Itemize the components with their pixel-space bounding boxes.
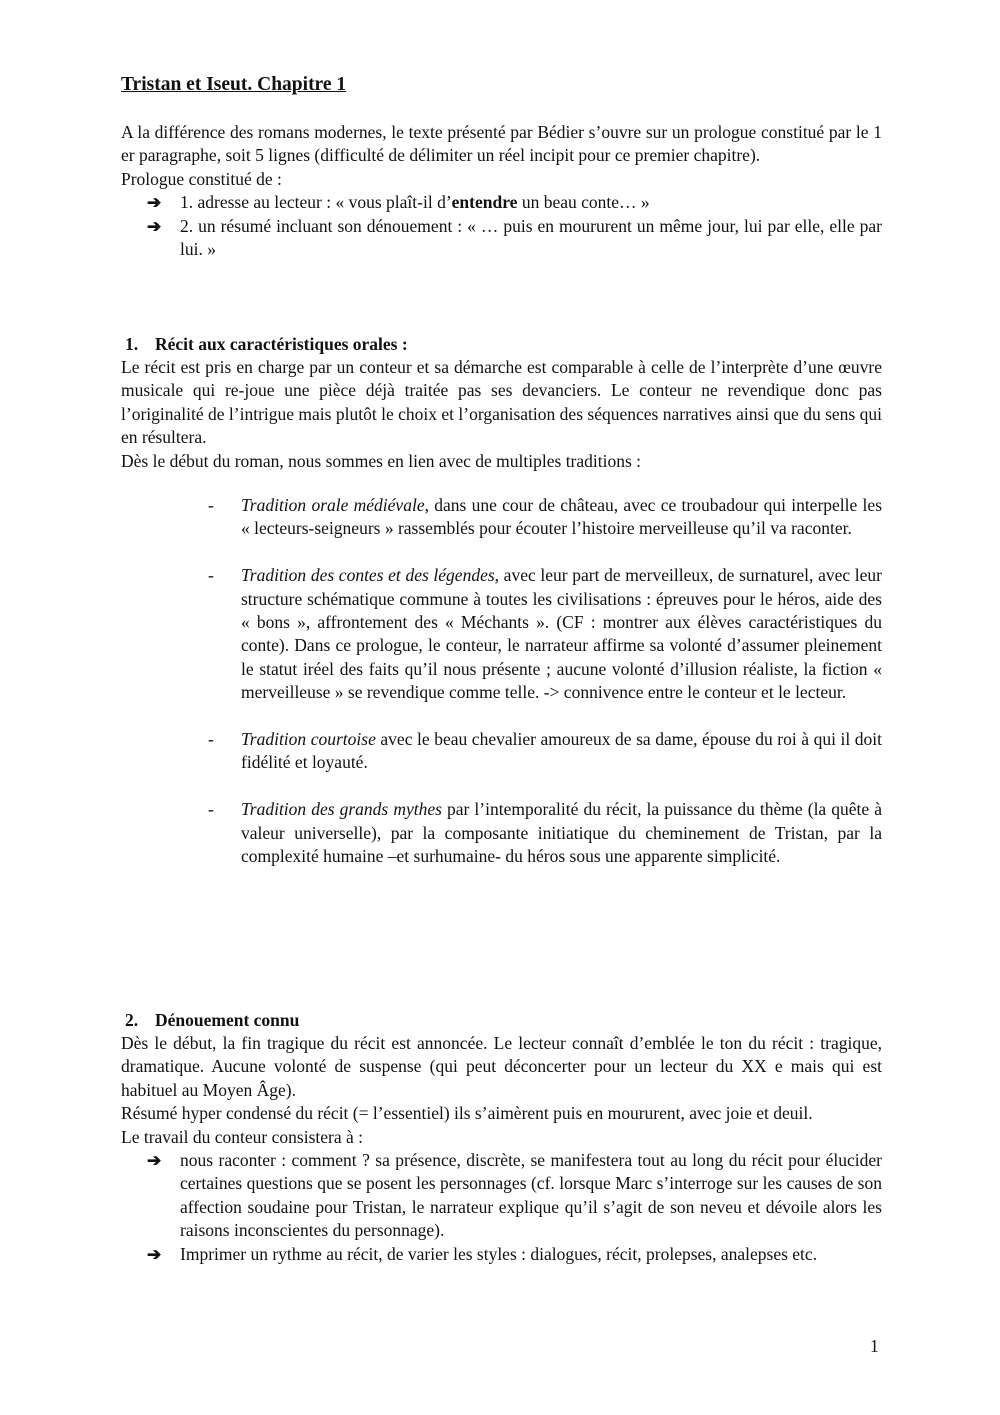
item-text: Imprimer un rythme au récit, de varier les styles : dialogues, récit, prolepses, analepses etc. [180,1243,818,1264]
item-text: un beau conte… » [517,192,650,213]
dash-bullet: - [208,565,214,586]
section-2-paragraph: Résumé hyper condensé du récit (= l’essentiel) ils s’aimèrent puis en moururent, avec joie et deuil. [121,1103,813,1124]
tradition-text: par l’intemporalité du récit, la puissance du thème (la quête à valeur universelle), par la composante initiatique du cheminement de Tristan, par la complexité humaine –et surhumaine- du héros sous une apparente simplicité. [241,799,883,867]
tradition-title: Tradition orale médiévale [241,495,425,515]
tradition-text: , dans une cour de château, avec ce troubadour qui interpelle les « lecteurs-seigneurs » rassemblés pour écouter l’histoire merveilleuse qu’il va raconter. [241,495,882,539]
tradition-title: Tradition courtoise [241,729,376,750]
section-number: 1. [125,334,139,354]
prologue-list [121,191,882,261]
section-1-lead: Dès le début du roman, nous sommes en lien avec de multiples traditions : [121,450,642,471]
item-text: nous raconter : comment ? sa présence, discrète, se manifestera tout au long du récit pour élucider certaines questions que se posent les personnages (cf. lorsque Marc s’interroge sur les causes de son affection soudaine pour Tristan, le narrateur explique qu’il s’agit de son neveu et dévoile alors les raisons inconscientes du personnage). [180,1150,882,1241]
section-2-body [121,1032,882,1266]
section-2-lead: Le travail du conteur consistera à : [121,1126,363,1147]
dash-bullet: - [208,799,214,820]
section-title: Dénouement connu [155,1010,300,1030]
list-item [208,728,882,775]
section-2-heading [125,1009,299,1032]
list-item [208,798,882,868]
dash-bullet: - [208,729,214,750]
list-item [208,564,882,704]
list-item [147,1243,882,1266]
dash-bullet: - [208,495,214,515]
arrow-right-icon: ➔ [147,1244,162,1264]
arrow-right-icon: ➔ [147,216,162,236]
prologue-label: Prologue constitué de : [121,168,282,189]
section-1-heading [125,333,408,356]
section-number: 2. [125,1010,139,1030]
section-1-paragraph: Le récit est pris en charge par un conteur et sa démarche est comparable à celle de l’interprète d’une œuvre musicale qui re-joue une pièce déjà traitée pas ses devanciers. Le conteur ne revendique donc pas l’originalité de l’intrigue mais plutôt le choix et l’organisation des séquences narratives ainsi que du sens qui en résultera. [121,357,882,448]
section-1-body [121,356,882,473]
tradition-title: Tradition des contes et des légendes [241,565,495,586]
item-text: 1. adresse au lecteur : « vous plaît-il d’ [180,192,452,213]
list-item [147,215,882,262]
item-text: 2. un résumé incluant son dénouement : « … puis en moururent un même jour, lui par elle, elle par lui. » [180,215,882,260]
traditions-list [208,494,882,892]
intro-paragraph: A la différence des romans modernes, le texte présenté par Bédier s’ouvre sur un prologue constitué par le 1 er paragraphe, soit 5 lignes (difficulté de délimiter un réel incipit pour ce premier chapitre). [121,122,882,166]
list-item [208,494,882,541]
intro-block [121,121,882,261]
tradition-text: , avec leur part de merveilleux, de surnaturel, avec leur structure schématique commune à toutes les civilisations : épreuves pour le héros, aide des « bons », affrontement des « Méchants ». (CF : montrer aux élèves caractéristiques du conte). Dans ce prologue, le conteur, le narrateur affirme sa volonté d’assumer pleinement le statut iréel des faits qu’il nous présente ; aucune volonté d’illusion réaliste, la fiction « merveilleuse » se revendique comme telle. -> connivence entre le conteur et le lecteur. [241,565,882,703]
list-item [147,191,882,214]
tradition-title: Tradition des grands mythes [241,799,442,820]
section-title: Récit aux caractéristiques orales : [155,334,408,354]
list-item [147,1149,882,1243]
conteur-list [121,1149,882,1266]
arrow-right-icon: ➔ [147,1151,162,1171]
item-bold-word: entendre [451,192,518,213]
tradition-text: avec le beau chevalier amoureux de sa dame, épouse du roi à qui il doit fidélité et loyauté. [241,729,882,773]
page-number: 1 [870,1336,879,1356]
arrow-right-icon: ➔ [147,193,162,213]
document-title: Tristan et Iseut. Chapitre 1 [121,74,347,95]
section-2-paragraph: Dès le début, la fin tragique du récit est annoncée. Le lecteur connaît d’emblée le ton du récit : tragique, dramatique. Aucune volonté de suspense (qui peut déconcerter pour un lecteur du XX e mais qui est habituel au Moyen Âge). [121,1033,882,1100]
